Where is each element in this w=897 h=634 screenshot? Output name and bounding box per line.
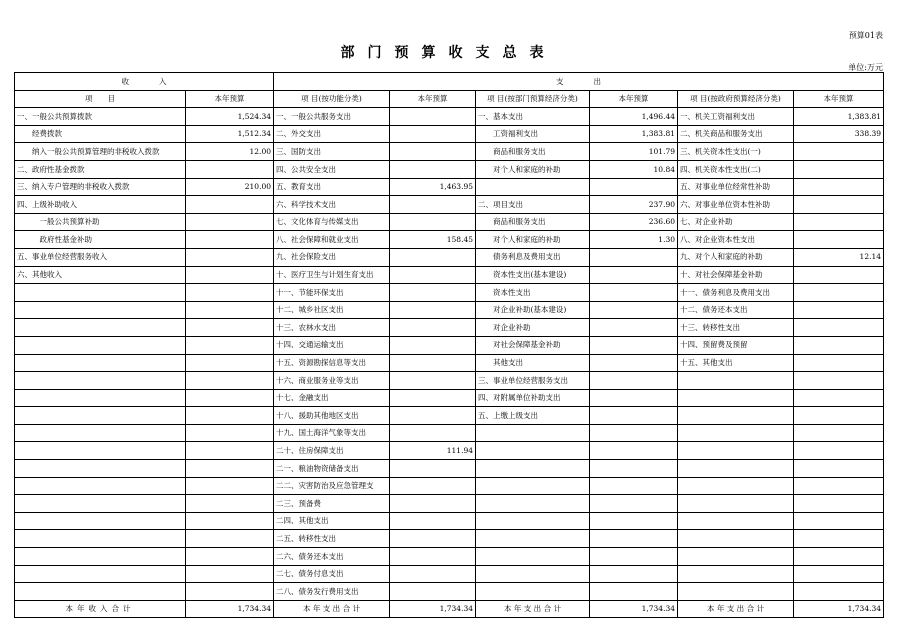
income-budget-cell: [186, 372, 274, 390]
table-row: [15, 178, 884, 196]
income-budget-cell: 210.00: [186, 178, 274, 196]
header-row-top: [15, 73, 884, 91]
gov-item-cell: [678, 372, 794, 390]
dept-item-cell: [476, 178, 590, 196]
gov-item-cell: 十二、债务还本支出: [678, 301, 794, 319]
income-item-cell: 经费拨款: [15, 125, 186, 143]
dept-budget-cell: [590, 477, 678, 495]
income-budget-cell: [186, 248, 274, 266]
table-row: [15, 583, 884, 601]
gov-item-cell: 三、机关资本性支出(一): [678, 143, 794, 161]
dept-budget-cell: [590, 389, 678, 407]
income-item-cell: 二、政府性基金拨款: [15, 160, 186, 178]
gov-item-cell: [678, 460, 794, 478]
expense-header: 支 出: [274, 73, 884, 91]
income-item-cell: 四、上级补助收入: [15, 196, 186, 214]
func-budget-cell: [390, 389, 476, 407]
income-budget-cell: [186, 407, 274, 425]
budget-table: [14, 72, 884, 618]
gov-item-cell: [678, 407, 794, 425]
func-item-cell: 十二、城乡社区支出: [274, 301, 390, 319]
gov-budget-cell: [794, 319, 884, 337]
income-budget-cell: 1,512.34: [186, 125, 274, 143]
col-dept-budget: 本年预算: [590, 90, 678, 108]
gov-budget-cell: [794, 336, 884, 354]
table-row: [15, 125, 884, 143]
func-item-cell: 二二、灾害防治及应急管理支: [274, 477, 390, 495]
func-budget-cell: [390, 477, 476, 495]
gov-budget-cell: [794, 548, 884, 566]
gov-budget-cell: 338.39: [794, 125, 884, 143]
func-item-cell: 二三、预备费: [274, 495, 390, 513]
table-row: [15, 407, 884, 425]
income-budget-cell: [186, 284, 274, 302]
col-gov-budget: 本年预算: [794, 90, 884, 108]
income-budget-cell: [186, 460, 274, 478]
col-gov-item: 项 目(按政府预算经济分类): [678, 90, 794, 108]
income-item-cell: 六、其他收入: [15, 266, 186, 284]
gov-item-cell: [678, 530, 794, 548]
gov-item-cell: [678, 389, 794, 407]
unit-label: 单位:万元: [848, 63, 883, 72]
dept-item-cell: 其他支出: [476, 354, 590, 372]
dept-budget-cell: [590, 178, 678, 196]
dept-budget-cell: [590, 284, 678, 302]
income-item-cell: [15, 301, 186, 319]
income-item-cell: [15, 336, 186, 354]
table-row: [15, 442, 884, 460]
income-budget-cell: [186, 530, 274, 548]
table-row: [15, 319, 884, 337]
func-budget-cell: 158.45: [390, 231, 476, 249]
income-total-value: 1,734.34: [186, 600, 274, 618]
func-budget-cell: [390, 548, 476, 566]
gov-item-cell: 六、对事业单位资本性补助: [678, 196, 794, 214]
gov-budget-cell: [794, 213, 884, 231]
table-row: [15, 389, 884, 407]
func-budget-cell: [390, 160, 476, 178]
func-budget-cell: [390, 248, 476, 266]
dept-item-cell: [476, 548, 590, 566]
dept-budget-cell: [590, 336, 678, 354]
income-budget-cell: [186, 565, 274, 583]
dept-item-cell: 债务利息及费用支出: [476, 248, 590, 266]
func-item-cell: 二一、粮油物资储备支出: [274, 460, 390, 478]
gov-item-cell: 五、对事业单位经常性补助: [678, 178, 794, 196]
func-budget-cell: 111.94: [390, 442, 476, 460]
func-total-label: 本 年 支 出 合 计: [274, 600, 390, 618]
gov-item-cell: 十四、预留费及预留: [678, 336, 794, 354]
table-row: [15, 231, 884, 249]
income-item-cell: [15, 319, 186, 337]
income-item-cell: 政府性基金补助: [15, 231, 186, 249]
gov-item-cell: 八、对企业资本性支出: [678, 231, 794, 249]
gov-item-cell: 十、对社会保障基金补助: [678, 266, 794, 284]
dept-budget-cell: 1.30: [590, 231, 678, 249]
col-func-item: 项 目(按功能分类): [274, 90, 390, 108]
gov-item-cell: [678, 495, 794, 513]
gov-item-cell: [678, 548, 794, 566]
table-row: [15, 248, 884, 266]
gov-budget-cell: [794, 284, 884, 302]
gov-item-cell: 七、对企业补助: [678, 213, 794, 231]
func-budget-cell: [390, 583, 476, 601]
dept-budget-cell: [590, 530, 678, 548]
gov-item-cell: 九、对个人和家庭的补助: [678, 248, 794, 266]
func-budget-cell: [390, 125, 476, 143]
dept-budget-cell: [590, 495, 678, 513]
income-budget-cell: [186, 495, 274, 513]
income-budget-cell: [186, 512, 274, 530]
income-item-cell: 三、纳入专户管理的非税收入拨款: [15, 178, 186, 196]
gov-budget-cell: [794, 530, 884, 548]
gov-budget-cell: [794, 389, 884, 407]
func-item-cell: 十八、援助其他地区支出: [274, 407, 390, 425]
dept-budget-cell: [590, 548, 678, 566]
page-title: 部门预算收支总表: [340, 45, 557, 61]
dept-item-cell: 对企业补助(基本建设): [476, 301, 590, 319]
gov-budget-cell: [794, 160, 884, 178]
col-income-item: 项 目: [15, 90, 186, 108]
func-item-cell: 十六、商业服务业等支出: [274, 372, 390, 390]
dept-budget-cell: [590, 372, 678, 390]
income-item-cell: [15, 495, 186, 513]
dept-budget-cell: 237.90: [590, 196, 678, 214]
table-row: [15, 424, 884, 442]
income-budget-cell: [186, 160, 274, 178]
gov-item-cell: 四、机关资本性支出(二): [678, 160, 794, 178]
income-budget-cell: [186, 548, 274, 566]
func-budget-cell: 1,463.95: [390, 178, 476, 196]
table-row: [15, 160, 884, 178]
dept-item-cell: 对个人和家庭的补助: [476, 231, 590, 249]
gov-item-cell: [678, 442, 794, 460]
gov-total-label: 本 年 支 出 合 计: [678, 600, 794, 618]
income-budget-cell: [186, 336, 274, 354]
func-budget-cell: [390, 108, 476, 126]
dept-item-cell: 对个人和家庭的补助: [476, 160, 590, 178]
table-row: [15, 530, 884, 548]
func-item-cell: 三、国防支出: [274, 143, 390, 161]
gov-item-cell: 十五、其他支出: [678, 354, 794, 372]
income-item-cell: 五、事业单位经营服务收入: [15, 248, 186, 266]
dept-budget-cell: [590, 583, 678, 601]
func-budget-cell: [390, 284, 476, 302]
income-item-cell: [15, 583, 186, 601]
dept-item-cell: [476, 460, 590, 478]
func-item-cell: 十九、国土海洋气象等支出: [274, 424, 390, 442]
dept-budget-cell: [590, 460, 678, 478]
income-item-cell: [15, 548, 186, 566]
func-item-cell: 二四、其他支出: [274, 512, 390, 530]
func-budget-cell: [390, 143, 476, 161]
income-budget-cell: [186, 213, 274, 231]
func-item-cell: 十一、节能环保支出: [274, 284, 390, 302]
dept-budget-cell: [590, 319, 678, 337]
table-row: [15, 512, 884, 530]
func-item-cell: 八、社会保障和就业支出: [274, 231, 390, 249]
table-row: [15, 266, 884, 284]
dept-item-cell: 对社会保障基金补助: [476, 336, 590, 354]
gov-item-cell: 十三、转移性支出: [678, 319, 794, 337]
table-row: [15, 143, 884, 161]
gov-item-cell: [678, 477, 794, 495]
gov-item-cell: [678, 512, 794, 530]
dept-budget-cell: 1,496.44: [590, 108, 678, 126]
dept-item-cell: [476, 477, 590, 495]
func-item-cell: 二五、转移性支出: [274, 530, 390, 548]
dept-budget-cell: [590, 442, 678, 460]
dept-total-value: 1,734.34: [590, 600, 678, 618]
dept-item-cell: 三、事业单位经营服务支出: [476, 372, 590, 390]
gov-budget-cell: [794, 178, 884, 196]
func-budget-cell: [390, 319, 476, 337]
gov-budget-cell: [794, 512, 884, 530]
func-budget-cell: [390, 495, 476, 513]
func-budget-cell: [390, 530, 476, 548]
func-item-cell: 四、公共安全支出: [274, 160, 390, 178]
gov-budget-cell: [794, 583, 884, 601]
table-row: [15, 495, 884, 513]
dept-budget-cell: [590, 301, 678, 319]
func-item-cell: 二、外交支出: [274, 125, 390, 143]
func-item-cell: 十五、资源勘探信息等支出: [274, 354, 390, 372]
income-budget-cell: [186, 266, 274, 284]
income-item-cell: [15, 460, 186, 478]
gov-total-value: 1,734.34: [794, 600, 884, 618]
table-row: [15, 108, 884, 126]
income-budget-cell: [186, 442, 274, 460]
func-item-cell: 二七、债务付息支出: [274, 565, 390, 583]
dept-budget-cell: 236.60: [590, 213, 678, 231]
func-item-cell: 十三、农林水支出: [274, 319, 390, 337]
dept-budget-cell: [590, 407, 678, 425]
dept-total-label: 本 年 支 出 合 计: [476, 600, 590, 618]
income-item-cell: 纳入一般公共预算管理的非税收入拨款: [15, 143, 186, 161]
func-item-cell: 二八、债务发行费用支出: [274, 583, 390, 601]
dept-item-cell: 商品和服务支出: [476, 213, 590, 231]
dept-item-cell: 四、对附属单位补助支出: [476, 389, 590, 407]
income-budget-cell: 12.00: [186, 143, 274, 161]
func-budget-cell: [390, 424, 476, 442]
income-item-cell: [15, 565, 186, 583]
func-item-cell: 一、一般公共服务支出: [274, 108, 390, 126]
income-item-cell: 一般公共预算补助: [15, 213, 186, 231]
gov-item-cell: 十一、债务利息及费用支出: [678, 284, 794, 302]
income-item-cell: [15, 477, 186, 495]
func-total-value: 1,734.34: [390, 600, 476, 618]
gov-budget-cell: [794, 495, 884, 513]
income-item-cell: 一、一般公共预算拨款: [15, 108, 186, 126]
income-budget-cell: [186, 231, 274, 249]
dept-budget-cell: [590, 512, 678, 530]
func-budget-cell: [390, 407, 476, 425]
dept-budget-cell: 10.84: [590, 160, 678, 178]
income-budget-cell: [186, 196, 274, 214]
gov-item-cell: [678, 565, 794, 583]
dept-budget-cell: [590, 354, 678, 372]
dept-item-cell: 二、项目支出: [476, 196, 590, 214]
dept-item-cell: 一、基本支出: [476, 108, 590, 126]
func-item-cell: 十、医疗卫生与计划生育支出: [274, 266, 390, 284]
dept-budget-cell: [590, 266, 678, 284]
func-item-cell: 五、教育支出: [274, 178, 390, 196]
func-budget-cell: [390, 301, 476, 319]
income-item-cell: [15, 424, 186, 442]
dept-item-cell: [476, 530, 590, 548]
gov-budget-cell: [794, 196, 884, 214]
income-budget-cell: [186, 583, 274, 601]
dept-item-cell: 工资福利支出: [476, 125, 590, 143]
table-row: [15, 548, 884, 566]
func-item-cell: 十四、交通运输支出: [274, 336, 390, 354]
func-item-cell: 六、科学技术支出: [274, 196, 390, 214]
income-header: 收 入: [15, 73, 274, 91]
dept-item-cell: [476, 442, 590, 460]
gov-budget-cell: [794, 424, 884, 442]
func-budget-cell: [390, 565, 476, 583]
col-func-budget: 本年预算: [390, 90, 476, 108]
func-item-cell: 九、社会保险支出: [274, 248, 390, 266]
dept-budget-cell: 101.79: [590, 143, 678, 161]
func-budget-cell: [390, 213, 476, 231]
income-item-cell: [15, 530, 186, 548]
gov-budget-cell: 12.14: [794, 248, 884, 266]
func-item-cell: 十七、金融支出: [274, 389, 390, 407]
income-total-label: 本年收入合计: [15, 600, 186, 618]
func-budget-cell: [390, 372, 476, 390]
income-item-cell: [15, 284, 186, 302]
func-budget-cell: [390, 512, 476, 530]
header-row-columns: [15, 90, 884, 108]
income-item-cell: [15, 442, 186, 460]
dept-item-cell: [476, 583, 590, 601]
totals-row: [15, 600, 884, 618]
table-row: [15, 284, 884, 302]
dept-budget-cell: [590, 565, 678, 583]
dept-item-cell: [476, 512, 590, 530]
income-item-cell: [15, 407, 186, 425]
gov-budget-cell: [794, 407, 884, 425]
dept-item-cell: 五、上缴上级支出: [476, 407, 590, 425]
income-item-cell: [15, 354, 186, 372]
table-row: [15, 301, 884, 319]
income-item-cell: [15, 372, 186, 390]
gov-budget-cell: [794, 143, 884, 161]
gov-budget-cell: 1,383.81: [794, 108, 884, 126]
gov-budget-cell: [794, 354, 884, 372]
dept-item-cell: [476, 495, 590, 513]
form-number: 预算01表: [848, 31, 883, 40]
income-budget-cell: [186, 301, 274, 319]
col-dept-item: 项 目(按部门预算经济分类): [476, 90, 590, 108]
gov-item-cell: 一、机关工资福利支出: [678, 108, 794, 126]
dept-budget-cell: [590, 248, 678, 266]
func-budget-cell: [390, 460, 476, 478]
dept-budget-cell: [590, 424, 678, 442]
table-row: [15, 460, 884, 478]
dept-item-cell: 资本性支出: [476, 284, 590, 302]
func-budget-cell: [390, 354, 476, 372]
gov-budget-cell: [794, 460, 884, 478]
table-row: [15, 477, 884, 495]
table-row: [15, 372, 884, 390]
gov-budget-cell: [794, 477, 884, 495]
dept-item-cell: 商品和服务支出: [476, 143, 590, 161]
income-budget-cell: [186, 477, 274, 495]
func-item-cell: 七、文化体育与传媒支出: [274, 213, 390, 231]
income-budget-cell: [186, 354, 274, 372]
gov-budget-cell: [794, 372, 884, 390]
income-item-cell: [15, 512, 186, 530]
dept-item-cell: [476, 424, 590, 442]
table-row: [15, 213, 884, 231]
table-row: [15, 565, 884, 583]
dept-item-cell: 对企业补助: [476, 319, 590, 337]
table-row: [15, 196, 884, 214]
func-item-cell: 二十、住房保障支出: [274, 442, 390, 460]
gov-budget-cell: [794, 266, 884, 284]
table-row: [15, 354, 884, 372]
income-budget-cell: [186, 319, 274, 337]
income-budget-cell: [186, 389, 274, 407]
func-budget-cell: [390, 266, 476, 284]
gov-item-cell: [678, 424, 794, 442]
dept-item-cell: 资本性支出(基本建设): [476, 266, 590, 284]
gov-budget-cell: [794, 442, 884, 460]
func-budget-cell: [390, 196, 476, 214]
gov-budget-cell: [794, 301, 884, 319]
gov-budget-cell: [794, 565, 884, 583]
gov-item-cell: [678, 583, 794, 601]
income-budget-cell: 1,524.34: [186, 108, 274, 126]
table-row: [15, 336, 884, 354]
income-budget-cell: [186, 424, 274, 442]
func-budget-cell: [390, 336, 476, 354]
gov-budget-cell: [794, 231, 884, 249]
dept-budget-cell: 1,383.81: [590, 125, 678, 143]
income-item-cell: [15, 389, 186, 407]
func-item-cell: 二六、债务还本支出: [274, 548, 390, 566]
col-income-budget: 本年预算: [186, 90, 274, 108]
dept-item-cell: [476, 565, 590, 583]
gov-item-cell: 二、机关商品和服务支出: [678, 125, 794, 143]
